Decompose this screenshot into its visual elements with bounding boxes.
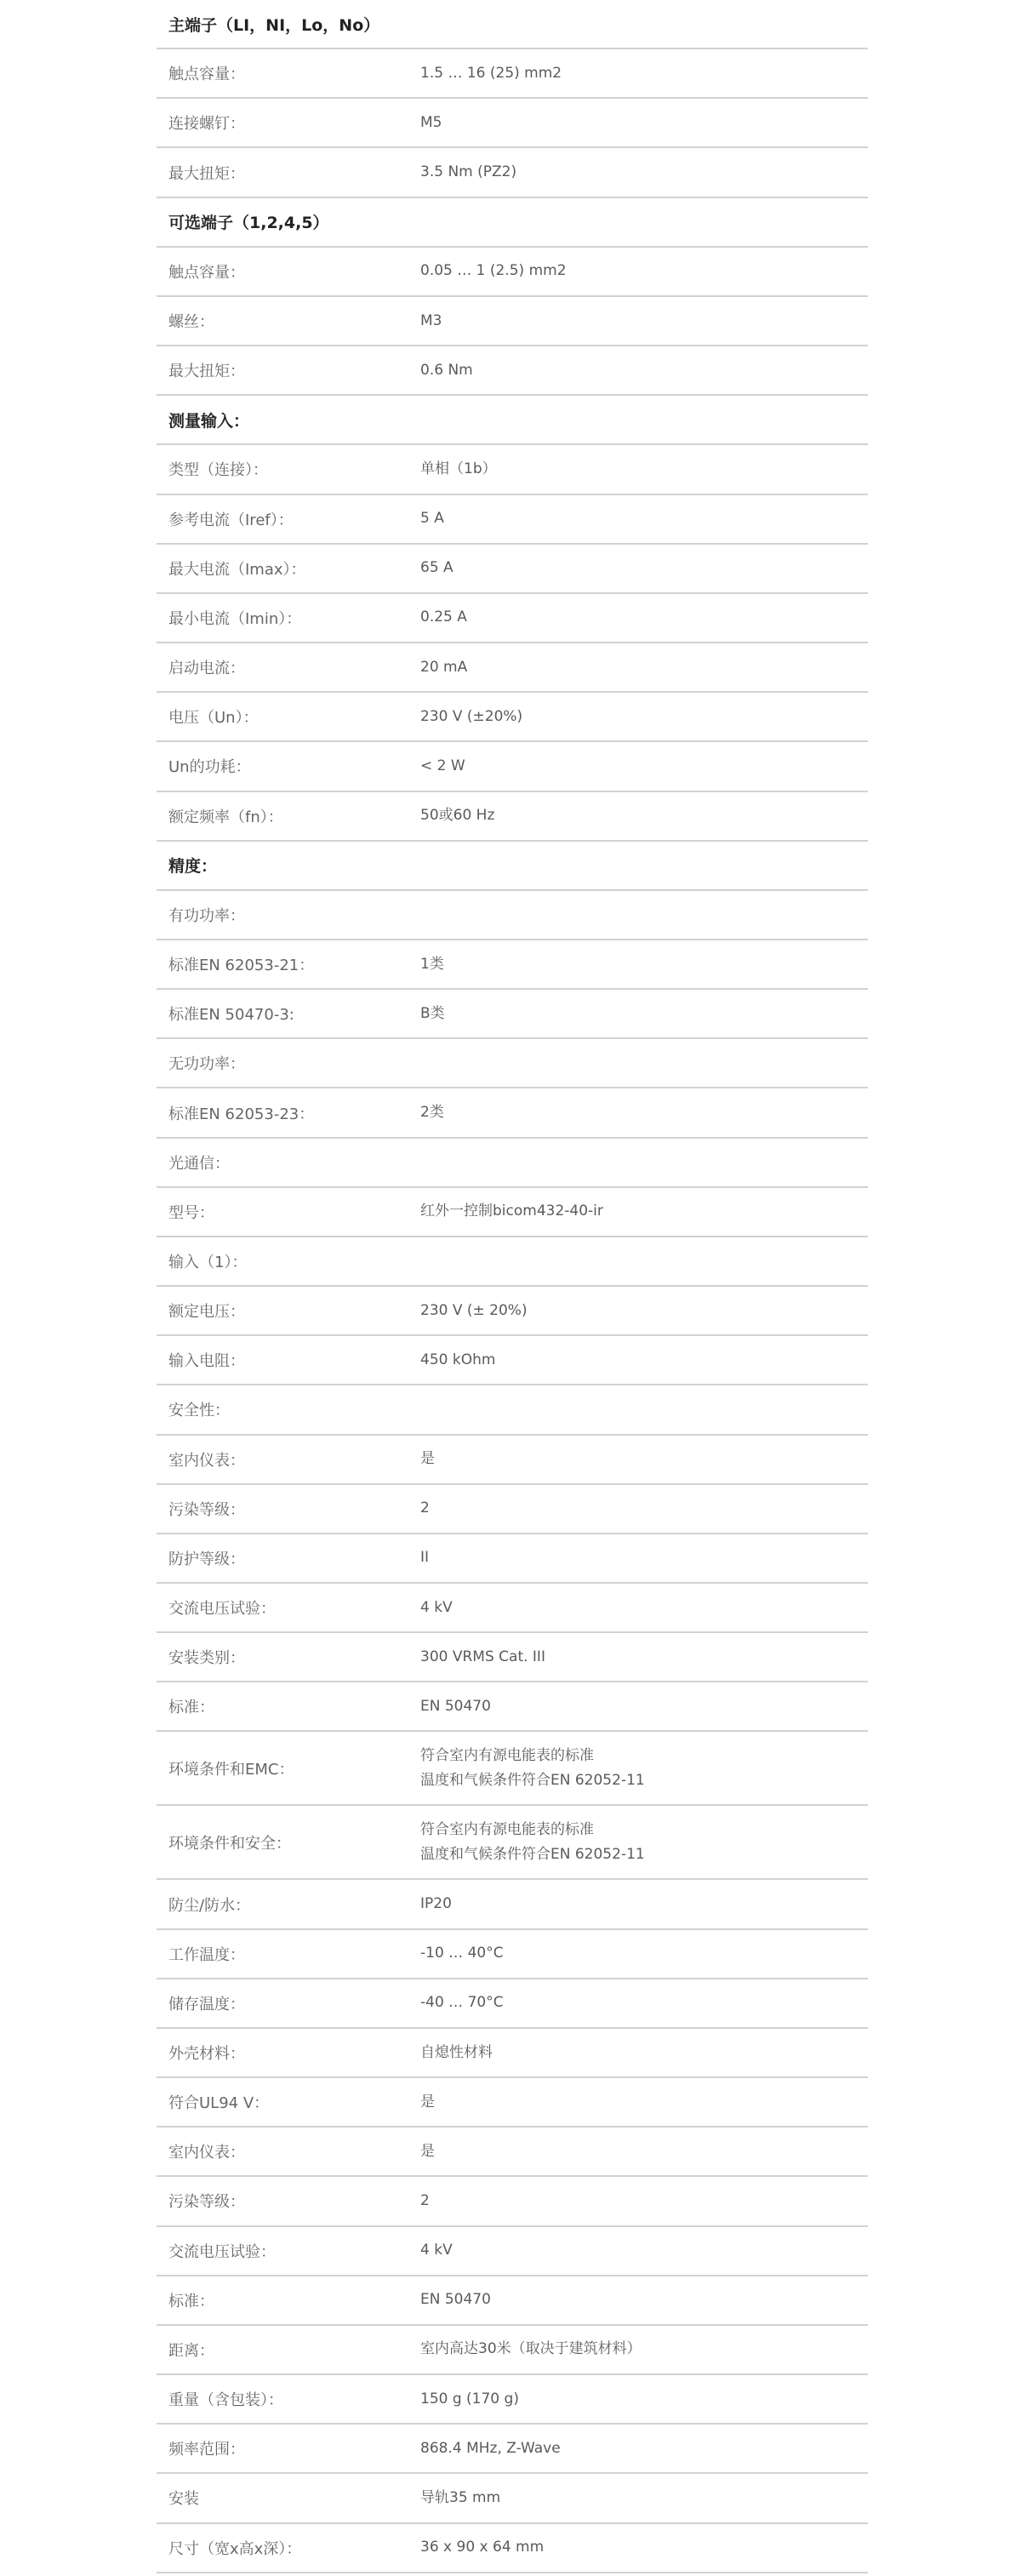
spec-label: 距离：	[168, 2341, 214, 2360]
spec-row	[157, 1979, 868, 2029]
spec-value	[420, 61, 562, 86]
spec-value	[420, 1545, 429, 1570]
spec-row	[157, 2128, 868, 2177]
spec-label: 光通信：	[168, 1154, 230, 1173]
spec-label: 污染等级：	[168, 2193, 245, 2212]
spec-row	[157, 1534, 868, 1584]
spec-value-line: 50或60 Hz	[420, 807, 495, 825]
spec-row	[157, 1485, 868, 1534]
spec-label: 输入电阻：	[168, 1352, 245, 1371]
spec-row	[157, 2177, 868, 2226]
spec-label: 重量（含包装）：	[168, 2391, 283, 2410]
spec-value	[420, 655, 467, 680]
spec-row	[157, 346, 868, 396]
spec-value	[420, 1447, 435, 1471]
spec-label: 交流电压试验：	[168, 1600, 276, 1619]
spec-row	[157, 1682, 868, 1732]
spec-label: 储存温度：	[168, 1995, 245, 2013]
spec-value	[420, 2387, 519, 2412]
spec-value	[420, 309, 442, 334]
spec-row	[157, 1633, 868, 1682]
spec-value	[420, 1744, 645, 1793]
spec-value	[420, 2090, 435, 2115]
spec-label: 标准：	[168, 1699, 214, 1717]
spec-row	[157, 99, 868, 148]
spec-label: 最小电流（Imin）：	[168, 609, 302, 628]
spec-value	[420, 2041, 493, 2065]
spec-value-line: M5	[420, 113, 442, 131]
spec-label: 有功功率：	[168, 906, 245, 925]
spec-value-line: 36 x 90 x 64 mm	[420, 2539, 545, 2556]
spec-value	[420, 1348, 495, 1373]
spec-row	[157, 693, 868, 742]
spec-label: 污染等级：	[168, 1500, 245, 1519]
spec-label: 电压（Un）：	[168, 709, 259, 728]
spec-value-line: 1类	[420, 955, 444, 973]
spec-value-line: EN 50470	[420, 2291, 491, 2309]
section-title: 测量输入：	[168, 411, 250, 431]
spec-value-line: B类	[420, 1004, 445, 1022]
spec-value	[420, 2189, 430, 2213]
spec-value-line: II	[420, 1549, 430, 1567]
spec-row	[157, 2326, 868, 2375]
spec-label: 安装类别：	[168, 1649, 245, 1668]
spec-value-line: 5 A	[420, 510, 444, 528]
spec-label: 环境条件和安全：	[168, 1834, 291, 1853]
spec-value-line: 单相（1b）	[420, 460, 497, 477]
spec-value-line: 导轨35 mm	[420, 2488, 501, 2506]
spec-value-line: 自熄性材料	[420, 2043, 493, 2061]
spec-value	[420, 2337, 642, 2362]
spec-value-line: 2类	[420, 1104, 444, 1122]
spec-row	[157, 990, 868, 1039]
spec-label: 最大扭矩：	[168, 164, 245, 183]
spec-label: 最大扭矩：	[168, 363, 245, 381]
spec-row	[157, 49, 868, 99]
spec-value	[420, 457, 497, 482]
spec-value-line: 868.4 MHz, Z-Wave	[420, 2439, 561, 2457]
spec-value-line: 0.25 A	[420, 608, 467, 626]
spec-value-line: 是	[420, 2093, 435, 2110]
spec-value-line: -10 … 40°C	[420, 1945, 504, 1962]
spec-value	[420, 2436, 561, 2461]
spec-value	[420, 1694, 491, 1719]
spec-label: 连接螺钉：	[168, 115, 245, 134]
spec-table	[157, 0, 868, 2573]
spec-row	[157, 1584, 868, 1633]
spec-row	[157, 1237, 868, 1287]
spec-label: 室内仪表：	[168, 1451, 245, 1470]
spec-label: 标准EN 50470-3:	[168, 1006, 294, 1025]
spec-row	[157, 2375, 868, 2425]
spec-value	[420, 2486, 500, 2510]
spec-row	[157, 2029, 868, 2078]
spec-row	[157, 1088, 868, 1138]
spec-row	[157, 643, 868, 693]
spec-value	[420, 803, 494, 828]
spec-value	[420, 1199, 603, 1224]
spec-value-line: M3	[420, 311, 442, 329]
spec-value-line: 3.5 Nm (PZ2)	[420, 163, 517, 181]
spec-value-line: 0.6 Nm	[420, 361, 473, 379]
spec-value-line: 0.05 … 1 (2.5) mm2	[420, 262, 567, 280]
spec-label: 触点容量：	[168, 263, 245, 282]
spec-row	[157, 2474, 868, 2523]
spec-row	[157, 248, 868, 297]
spec-row	[157, 1385, 868, 1435]
spec-label: 防尘/防水：	[168, 1896, 251, 1915]
spec-label: 触点容量：	[168, 66, 245, 84]
spec-label: 输入（1）：	[168, 1253, 248, 1271]
spec-row	[157, 742, 868, 791]
spec-value	[420, 111, 442, 135]
spec-value	[420, 2535, 544, 2560]
spec-row	[157, 445, 868, 494]
spec-row	[157, 792, 868, 842]
spec-value-line: 2	[420, 2191, 430, 2209]
spec-label: 工作温度：	[168, 1945, 245, 1964]
spec-label: 防护等级：	[168, 1550, 245, 1568]
spec-value	[420, 160, 516, 185]
spec-row	[157, 940, 868, 990]
spec-label: 符合UL94 V：	[168, 2094, 270, 2113]
spec-value	[420, 1991, 504, 2015]
spec-row	[157, 1732, 868, 1806]
spec-label: 外壳材料：	[168, 2045, 245, 2064]
spec-label: 启动电流：	[168, 660, 245, 678]
spec-label: 频率范围：	[168, 2441, 245, 2459]
spec-label: 类型（连接）：	[168, 461, 268, 480]
spec-value	[420, 705, 522, 729]
spec-value	[420, 1100, 444, 1125]
spec-label: 型号：	[168, 1203, 214, 1222]
spec-value	[420, 1645, 545, 1670]
spec-label: 额定频率（fn）：	[168, 808, 283, 826]
spec-value	[420, 1941, 504, 1966]
spec-row	[157, 2078, 868, 2128]
spec-label: 无功功率：	[168, 1055, 245, 1074]
spec-value-line: 4 kV	[420, 2242, 453, 2259]
spec-row	[157, 2227, 868, 2276]
section-header	[157, 198, 868, 248]
spec-value	[420, 1496, 430, 1521]
spec-label: 室内仪表：	[168, 2144, 245, 2162]
spec-row	[157, 1436, 868, 1485]
spec-row	[157, 1806, 868, 1880]
spec-row	[157, 2524, 868, 2573]
spec-value-line: 室内高达30米（取决于建筑材料）	[420, 2340, 642, 2358]
spec-value-line: 230 V (±20%)	[420, 707, 523, 725]
spec-value	[420, 605, 467, 630]
spec-value	[420, 952, 444, 977]
spec-value-line: 符合室内有源电能表的标准	[420, 1820, 594, 1838]
section-header	[157, 842, 868, 891]
section-header	[157, 0, 868, 49]
spec-label: 额定电压：	[168, 1303, 245, 1322]
spec-value-line: 1.5 … 16 (25) mm2	[420, 64, 562, 82]
spec-value-line: 230 V (± 20%)	[420, 1301, 528, 1319]
spec-row	[157, 891, 868, 940]
spec-value	[420, 2238, 453, 2263]
spec-value	[420, 2139, 435, 2164]
spec-value	[420, 259, 567, 283]
spec-row	[157, 1139, 868, 1188]
spec-value-line: 450 kOhm	[420, 1351, 496, 1368]
spec-label: 标准EN 62053-21：	[168, 957, 315, 975]
spec-value	[420, 1299, 528, 1323]
spec-value-line: 红外一控制bicom432-40-ir	[420, 1202, 603, 1220]
spec-value-line: EN 50470	[420, 1697, 491, 1715]
spec-label: 最大电流（Imax）：	[168, 560, 306, 579]
spec-value-line: 300 VRMS Cat. III	[420, 1648, 545, 1665]
spec-row	[157, 148, 868, 197]
section-title: 主端子（LI，NI，Lo，No）	[168, 15, 380, 35]
spec-value-line: 20 mA	[420, 658, 468, 676]
spec-value	[420, 358, 473, 383]
spec-value-line: 65 A	[420, 559, 453, 577]
spec-value	[420, 1596, 453, 1620]
spec-row	[157, 1039, 868, 1088]
spec-label: 交流电压试验：	[168, 2242, 276, 2261]
spec-value	[420, 1818, 645, 1867]
spec-value-line: 温度和气候条件符合EN 62052-11	[420, 1771, 645, 1789]
spec-value-line: 150 g (170 g)	[420, 2390, 519, 2408]
spec-row	[157, 2425, 868, 2474]
spec-label: 尺寸（宽x高x深）：	[168, 2539, 302, 2558]
spec-label: 螺丝：	[168, 313, 214, 332]
spec-row	[157, 2276, 868, 2326]
spec-value-line: 是	[420, 2142, 435, 2160]
spec-value-line: 2	[420, 1499, 430, 1517]
spec-value	[420, 1892, 452, 1916]
section-title: 精度：	[168, 857, 218, 877]
spec-value	[420, 506, 444, 531]
spec-value-line: 符合室内有源电能表的标准	[420, 1746, 594, 1764]
spec-value-line: IP20	[420, 1895, 452, 1913]
spec-row	[157, 545, 868, 594]
spec-row	[157, 594, 868, 643]
spec-row	[157, 1336, 868, 1385]
spec-row	[157, 1880, 868, 1929]
spec-row	[157, 1188, 868, 1237]
spec-label: Un的功耗：	[168, 758, 251, 777]
spec-row	[157, 297, 868, 346]
spec-value-line: -40 … 70°C	[420, 1994, 504, 2012]
spec-label: 环境条件和EMC：	[168, 1760, 294, 1779]
spec-value	[420, 1002, 445, 1026]
spec-label: 标准EN 62053-23：	[168, 1105, 315, 1123]
spec-label: 标准：	[168, 2292, 214, 2310]
spec-label: 参考电流（Iref）：	[168, 511, 294, 529]
spec-value	[420, 754, 465, 779]
spec-value	[420, 556, 453, 580]
section-title: 可选端子（1,2,4,5）	[168, 214, 329, 233]
spec-value-line: < 2 W	[420, 757, 465, 774]
spec-value	[420, 2288, 491, 2312]
spec-row	[157, 1930, 868, 1979]
spec-value-line: 4 kV	[420, 1598, 453, 1616]
spec-label: 安全性：	[168, 1402, 230, 1420]
spec-row	[157, 1287, 868, 1336]
spec-label: 安装	[168, 2490, 199, 2509]
spec-row	[157, 495, 868, 545]
section-header	[157, 396, 868, 445]
spec-value-line: 温度和气候条件符合EN 62052-11	[420, 1845, 645, 1863]
spec-value-line: 是	[420, 1450, 435, 1468]
